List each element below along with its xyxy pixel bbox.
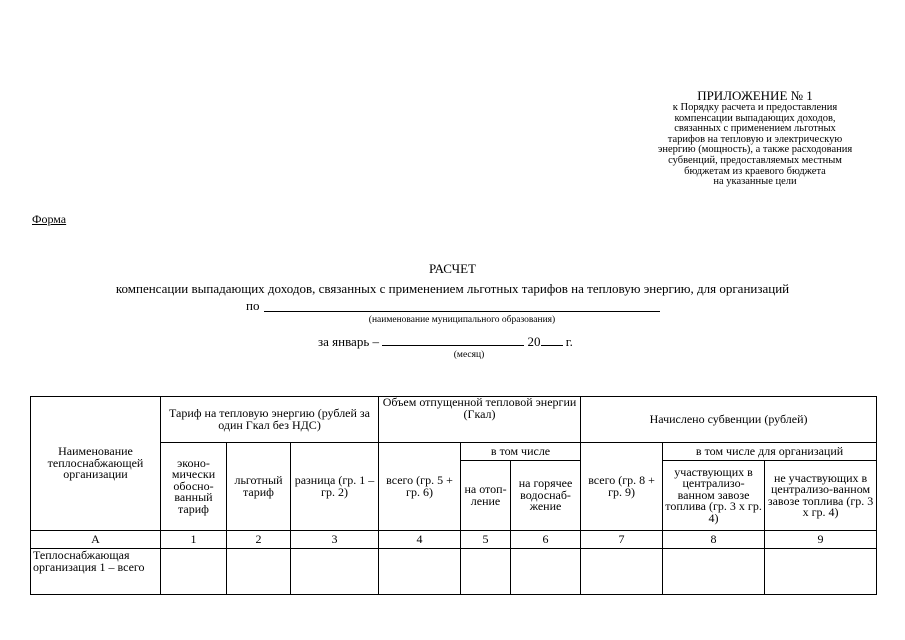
- column-number: 2: [227, 531, 291, 549]
- period-year: 20: [527, 334, 541, 349]
- header-volume-total: всего (гр. 5 + гр. 6): [379, 443, 461, 531]
- column-number: 6: [511, 531, 581, 549]
- header-preferential-tariff: льготный тариф: [227, 443, 291, 531]
- column-number: 7: [581, 531, 663, 549]
- appendix-block: [620, 88, 890, 188]
- table-cell: [511, 549, 581, 595]
- table-cell: [663, 549, 765, 595]
- table-cell: [765, 549, 877, 595]
- header-volume-group: Объем отпущенной тепловой энергии (Гкал): [379, 397, 581, 443]
- column-number: 5: [461, 531, 511, 549]
- header-including-orgs: в том числе для организаций: [663, 443, 877, 461]
- table-cell: [161, 549, 227, 595]
- column-number: А: [31, 531, 161, 549]
- period-suffix: г.: [565, 334, 573, 349]
- period-line: [318, 334, 573, 350]
- table-cell: [379, 549, 461, 595]
- period-prefix: за январь –: [318, 334, 380, 349]
- header-org-name: Наименование теплоснабжающей организации: [31, 397, 161, 531]
- appendix-line: компенсации выпадающих доходов,: [674, 112, 836, 124]
- month-caption: (месяц): [453, 350, 485, 360]
- table-cell: [291, 549, 379, 595]
- header-hot-water: на горячее водоснаб-жение: [511, 461, 581, 531]
- column-number: 4: [379, 531, 461, 549]
- document-subtitle: компенсации выпадающих доходов, связанных с применением льготных тарифов на тепловую энергию, для организаций: [115, 281, 790, 296]
- header-economic-tariff: эконо-мически обосно-ванный тариф: [161, 443, 227, 531]
- appendix-line: бюджетам из краевого бюджета: [684, 165, 826, 177]
- column-number: 3: [291, 531, 379, 549]
- municipality-blank: [264, 311, 660, 312]
- header-non-centralized: не участвующих в централизо-ванном завозе топлива (гр. 3 х гр. 4): [765, 461, 877, 531]
- header-tariff-group: Тариф на тепловую энергию (рублей за один Гкал без НДС): [161, 397, 379, 443]
- form-label: Форма: [32, 212, 67, 226]
- header-subsidy-total: всего (гр. 8 + гр. 9): [581, 443, 663, 531]
- municipality-prefix: по: [246, 298, 260, 313]
- table-cell: [461, 549, 511, 595]
- document-title: РАСЧЕТ: [429, 261, 476, 276]
- table-row: [31, 549, 877, 595]
- appendix-line: к Порядку расчета и предоставления: [672, 102, 838, 113]
- column-number: 1: [161, 531, 227, 549]
- header-including: в том числе: [461, 443, 581, 461]
- header-heating: на отоп-ление: [461, 461, 511, 531]
- appendix-line: на указанные цели: [713, 176, 797, 188]
- appendix-line: субвенций, предоставляемых местным: [668, 154, 842, 166]
- appendix-line: тарифов на тепловую и электрическую: [667, 133, 843, 145]
- column-number: 9: [765, 531, 877, 549]
- month-blank: [382, 334, 524, 346]
- appendix-line: энергию (мощность), а также расходования: [657, 144, 853, 156]
- municipality-caption: (наименование муниципального образования): [368, 315, 556, 325]
- row-org-name: Теплоснабжающая организация 1 – всего: [31, 549, 161, 595]
- header-difference: разница (гр. 1 – гр. 2): [291, 443, 379, 531]
- appendix-title: ПРИЛОЖЕНИЕ № 1: [697, 88, 813, 103]
- header-subsidy-group: Начислено субвенции (рублей): [581, 397, 877, 443]
- table-cell: [581, 549, 663, 595]
- column-number: 8: [663, 531, 765, 549]
- table-cell: [227, 549, 291, 595]
- header-centralized: участвующих в централизо-ванном завозе топлива (гр. 3 х гр. 4): [663, 461, 765, 531]
- appendix-line: связанных с применением льготных: [674, 123, 836, 135]
- calculation-table: [30, 396, 877, 595]
- year-blank: [541, 334, 563, 346]
